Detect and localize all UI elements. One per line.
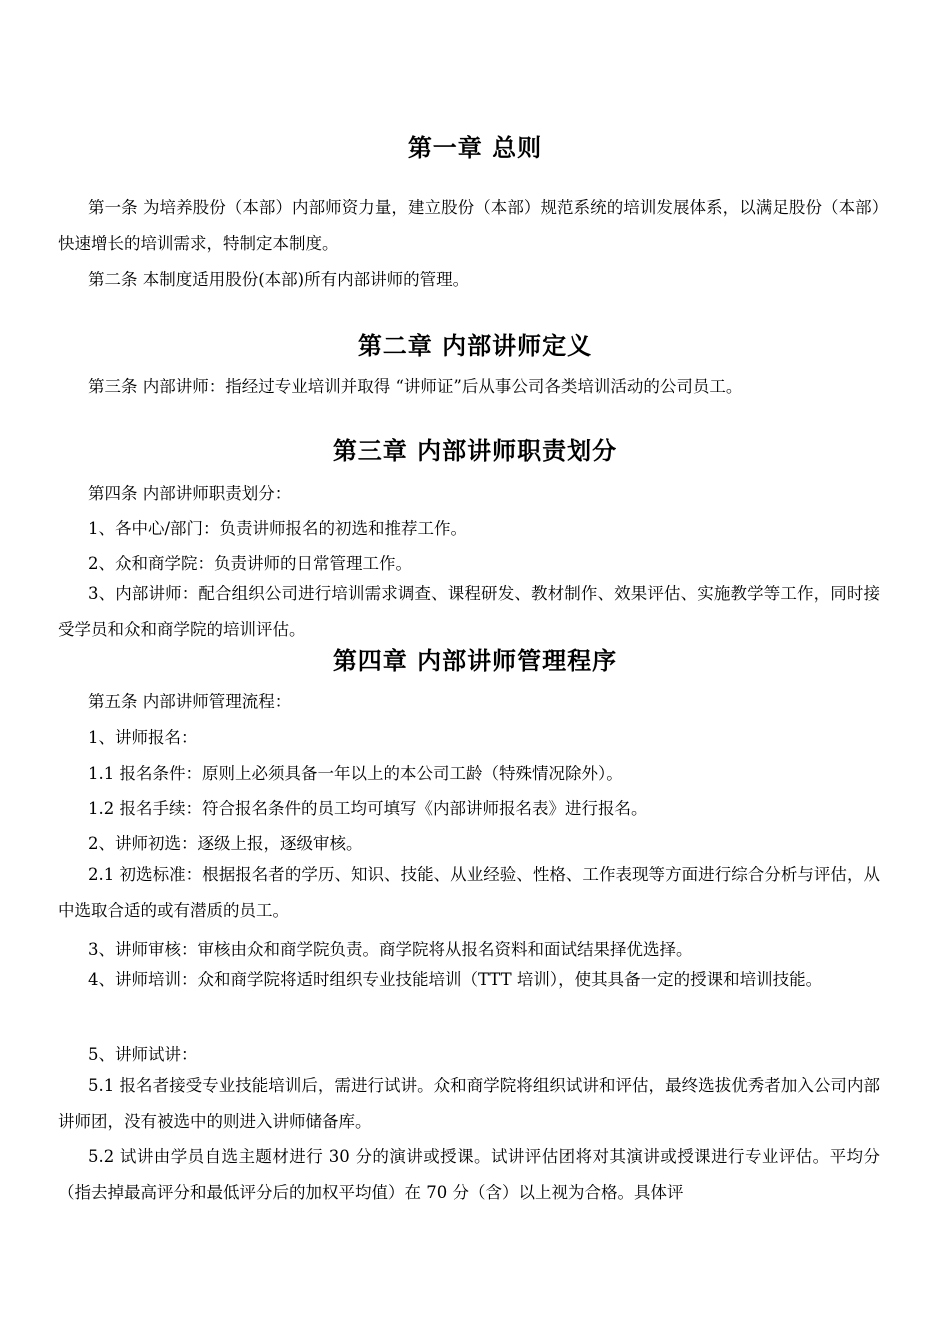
article-3: 第三条 内部讲师：指经过专业培训并取得 “讲师证”后从事公司各类培训活动的公司员工。 (88, 377, 743, 396)
article-1: 第一条 为培养股份（本部）内部师资力量，建立股份（本部）规范系统的培训发展体系，以满足股份（本部）快速增长的培训需求，特制定本制度。 (58, 198, 880, 253)
article-4-item-1: 1、各中心/部门：负责讲师报名的初选和推荐工作。 (88, 519, 468, 538)
step-1: 1、讲师报名： (88, 728, 198, 747)
step-3: 3、讲师审核：审核由众和商学院负责。商学院将从报名资料和面试结果择优选择。 (88, 940, 693, 959)
article-4: 第四条 内部讲师职责划分： (88, 484, 292, 503)
step-2-1: 2.1 初选标准：根据报名者的学历、知识、技能、从业经验、性格、工作表现等方面进行综合分析与评估，从中选取合适的或有潜质的员工。 (58, 865, 880, 920)
step-1-1: 1.1 报名条件：原则上必须具备一年以上的本公司工龄（特殊情况除外）。 (88, 764, 623, 783)
article-4-item-3: 3、内部讲师：配合组织公司进行培训需求调查、课程研发、教材制作、效果评估、实施教学等工作，同时接受学员和众和商学院的培训评估。 (58, 584, 880, 639)
step-2: 2、讲师初选：逐级上报，逐级审核。 (88, 834, 363, 853)
article-4-item-2: 2、众和商学院：负责讲师的日常管理工作。 (88, 554, 412, 573)
step-5-2: 5.2 试讲由学员自选主题材进行 30 分的演讲或授课。试讲评估团将对其演讲或授课进行专业评估。平均分（指去掉最高评分和最低评分后的加权平均值）在 70 分（含）以上视为合格。具体评 (58, 1147, 880, 1202)
step-5-1: 5.1 报名者接受专业技能培训后，需进行试讲。众和商学院将组织试讲和评估，最终选拔优秀者加入公司内部讲师团，没有被选中的则进入讲师储备库。 (58, 1076, 880, 1131)
step-4: 4、讲师培训：众和商学院将适时组织专业技能培训（TTT 培训），使其具备一定的授课和培训技能。 (88, 970, 823, 989)
step-1-2: 1.2 报名手续：符合报名条件的员工均可填写《内部讲师报名表》进行报名。 (88, 799, 648, 818)
article-5: 第五条 内部讲师管理流程： (88, 692, 292, 711)
chapter-4-heading: 第四章 内部讲师管理程序 (332, 646, 618, 675)
step-5: 5、讲师试讲： (88, 1045, 198, 1064)
chapter-2-heading: 第二章 内部讲师定义 (357, 331, 593, 360)
chapter-3-heading: 第三章 内部讲师职责划分 (332, 436, 618, 465)
chapter-1-heading: 第一章 总则 (407, 133, 543, 162)
article-2: 第二条 本制度适用股份(本部)所有内部讲师的管理。 (88, 270, 470, 289)
